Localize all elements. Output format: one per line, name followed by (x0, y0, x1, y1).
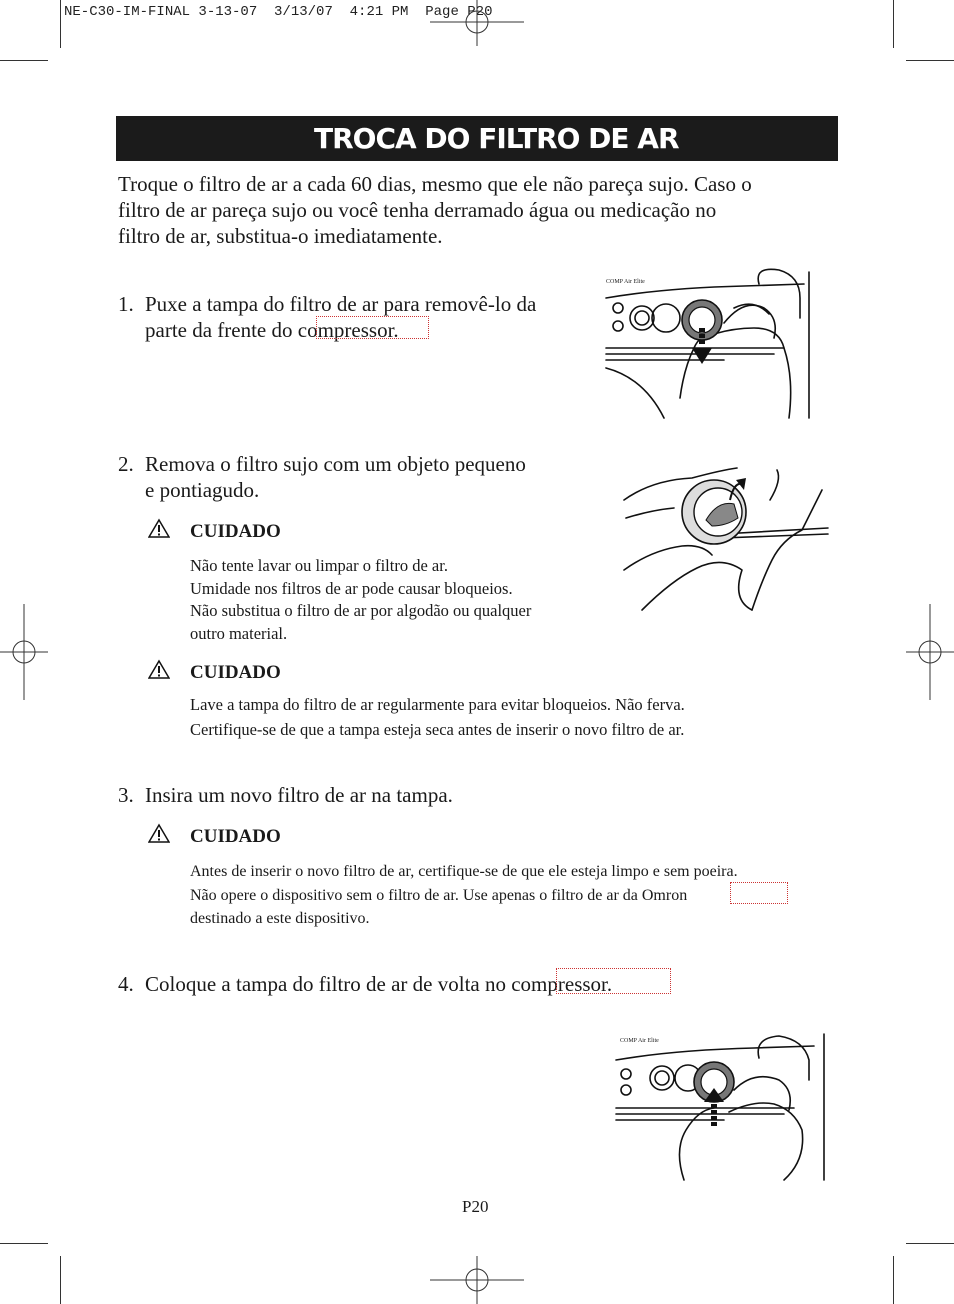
intro-line: filtro de ar pareça sujo ou você tenha derramado água ou medicação no (118, 198, 717, 222)
caution-heading: CUIDADO (190, 521, 281, 542)
step-line: parte da frente do compressor. (145, 318, 399, 342)
step-number: 1. (118, 292, 134, 316)
warning-triangle-icon (148, 823, 170, 843)
intro-line: filtro de ar, substitua-o imediatamente. (118, 224, 443, 248)
intro-line: Troque o filtro de ar a cada 60 dias, mesmo que ele não pareça sujo. Caso o (118, 172, 752, 196)
caution-line: Lave a tampa do filtro de ar regularmente para evitar bloqueios. Não ferva. (190, 695, 685, 714)
remove-dirty-filter-illustration (622, 460, 832, 615)
warning-triangle-icon (148, 518, 170, 538)
step-2 (118, 451, 598, 507)
highlight-box (730, 882, 788, 904)
section-title-bar (116, 116, 838, 161)
caution-text (190, 555, 610, 645)
step-number: 4. (118, 972, 134, 996)
step-number: 3. (118, 783, 134, 807)
page-title: TROCA DO FILTRO DE AR (314, 122, 679, 155)
caution-line: Não tente lavar ou limpar o filtro de ar. (190, 556, 448, 575)
caution-line: destinado a este dispositivo. (190, 910, 370, 927)
step-line: Coloque a tampa do filtro de ar de volta no compressor. (145, 972, 613, 996)
brand-label: COMP Air Elite (606, 279, 645, 285)
brand-label: COMP Air Elite (620, 1038, 659, 1044)
warning-triangle-icon (148, 659, 170, 679)
reinsert-filter-cap-illustration (614, 1030, 834, 1185)
step-line: Remova o filtro sujo com um objeto pequeno (145, 452, 526, 476)
intro-paragraph (118, 171, 838, 249)
step-line: Insira um novo filtro de ar na tampa. (145, 783, 453, 807)
step-line: Puxe a tampa do filtro de ar para removê-lo da (145, 292, 537, 316)
caution-line: Umidade nos filtros de ar pode causar bloqueios. (190, 578, 513, 598)
page-number: P20 (462, 1197, 489, 1216)
caution-line: Não opere o dispositivo sem o filtro de ar. Use apenas o filtro de ar da Omron (190, 886, 688, 904)
caution-line: outro material. (190, 623, 288, 643)
highlight-box (316, 316, 429, 339)
step-line: e pontiagudo. (145, 478, 260, 502)
remove-filter-cap-illustration (604, 268, 824, 423)
caution-line: Antes de inserir o novo filtro de ar, certifique-se de que ele esteja limpo e sem poeira. (190, 863, 738, 880)
caution-heading: CUIDADO (190, 662, 281, 683)
caution-line: Não substitua o filtro de ar por algodão ou qualquer (190, 601, 532, 620)
highlight-box (556, 968, 671, 994)
caution-text (190, 693, 830, 742)
step-number: 2. (118, 452, 134, 476)
step-3 (118, 782, 718, 810)
caution-heading: CUIDADO (190, 826, 281, 847)
caution-line: Certifique-se de que a tampa esteja seca antes de inserir o novo filtro de ar. (190, 719, 685, 739)
printer-slug: NE-C30-IM-FINAL 3-13-07 3/13/07 4:21 PM Page P20 (64, 4, 493, 20)
